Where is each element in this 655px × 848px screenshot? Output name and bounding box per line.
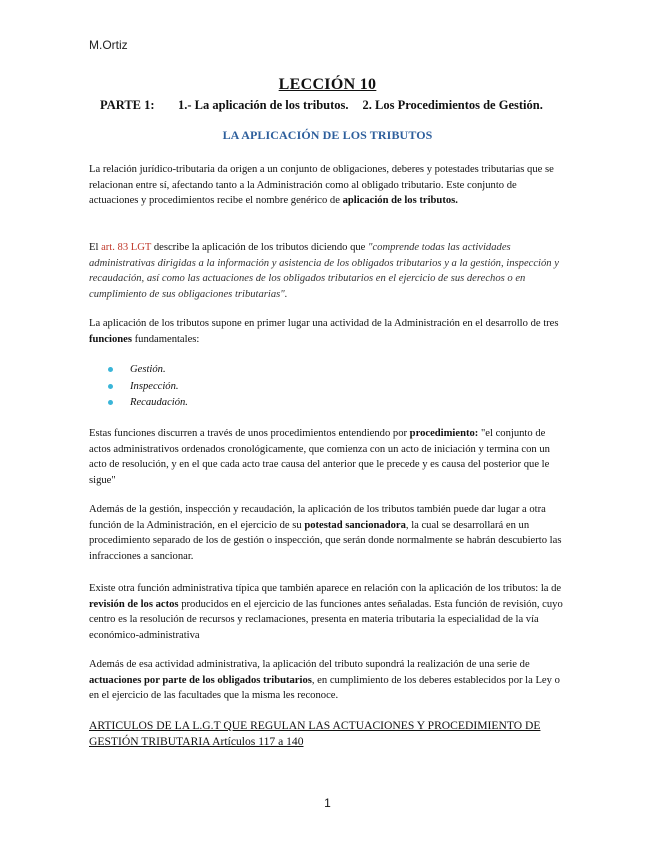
paragraph-5 bbox=[89, 502, 565, 564]
paragraph-3-suffix: fundamentales: bbox=[131, 333, 200, 345]
paragraph-7-bold: actuaciones por parte de los obligados tributarios bbox=[89, 674, 312, 686]
paragraph-2-quote: "comprende todas las actividades administrativas dirigidas a la información y asistencia de los obligados tributarios y a la gestión, inspección y recaudación, así como las actuaciones de los obligados tributarios en el ejercicio de sus derechos o en cumplimiento de sus obligaciones tributarias". bbox=[89, 242, 559, 300]
list-item bbox=[108, 362, 188, 379]
paragraph-6-text: Existe otra función administrativa típica que también aparece en relación con la aplicación de los tributos: la de bbox=[89, 583, 562, 594]
paragraph-4-suffix: "el conjunto de actos administrativos ordenados cronológicamente, que comienza con un acto de iniciación y termina con un acto de resolución, y en el que cada acto trae causa del anterior que le precede y es causa del posterior que le sigue" bbox=[89, 428, 550, 486]
paragraph-7-text: Además de esa actividad administrativa, la aplicación del tributo supondrá la realización de una serie de bbox=[89, 659, 530, 670]
part-item-1: 1.- La aplicación de los tributos. bbox=[178, 98, 349, 112]
part-item-2: 2. Los Procedimientos de Gestión. bbox=[362, 98, 543, 112]
list-item bbox=[108, 379, 188, 396]
paragraph-2-prefix: El bbox=[89, 242, 102, 253]
function-gestion: Gestión. bbox=[130, 364, 166, 375]
paragraph-6 bbox=[89, 581, 565, 643]
paragraph-7-suffix: , en cumplimiento de los deberes establecidos por la Ley o en el ejercicio de las facultades que la misma les reconoce. bbox=[89, 674, 560, 702]
paragraph-7 bbox=[89, 657, 565, 704]
paragraph-1-text: La relación jurídico-tributaria da origen a un conjunto de obligaciones, deberes y potestades tributarias que se relacionan entre sí, afectando tanto a la Administración como al obligado tributario. Este conjunto de actuaciones y procedimientos recibe el nombre genérico de bbox=[89, 164, 554, 207]
bullet-icon bbox=[108, 367, 113, 372]
bullet-icon bbox=[108, 400, 113, 405]
function-inspeccion: Inspección. bbox=[130, 380, 179, 392]
paragraph-5-text: Además de la gestión, inspección y recaudación, la aplicación de los tributos también puede dar lugar a otra función de la Administración, en el ejercicio de su bbox=[89, 504, 546, 531]
functions-list bbox=[108, 362, 188, 412]
header-author: M.Ortiz bbox=[89, 38, 128, 52]
lesson-title: LECCIÓN 10 bbox=[278, 76, 377, 93]
part-line bbox=[100, 98, 570, 113]
paragraph-4 bbox=[89, 426, 565, 488]
art-83-lgt-link[interactable]: art. 83 LGT bbox=[101, 242, 152, 253]
list-item bbox=[108, 395, 188, 412]
function-recaudacion: Recaudación. bbox=[130, 397, 188, 408]
paragraph-2-middle: describe la aplicación de los tributos diciendo que bbox=[151, 242, 369, 253]
paragraph-5-suffix: , la cual se desarrollará en un procedimiento separado de los de gestión o inspección, que serán donde normalmente se habrán descubierto las infracciones a sancionar. bbox=[89, 519, 562, 562]
articles-heading: ARTICULOS DE LA L.G.T QUE REGULAN LAS ACTUACIONES Y PROCEDIMIENTO DE GESTIÓN TRIBUTARIA Artículos 117 a 140 bbox=[89, 719, 541, 748]
paragraph-3 bbox=[89, 316, 565, 347]
page-number: 1 bbox=[324, 796, 331, 810]
section-heading: LA APLICACIÓN DE LOS TRIBUTOS bbox=[222, 128, 433, 142]
paragraph-1-bold: aplicación de los tributos. bbox=[342, 195, 458, 207]
paragraph-3-text: La aplicación de los tributos supone en primer lugar una actividad de la Administración en el desarrollo de tres bbox=[89, 318, 559, 329]
paragraph-6-suffix: producidos en el ejercicio de las funciones antes señaladas. Esta función de revisión, cuyo centro es la resolución de recursos y reclamaciones, presenta en materia tributaria la especialidad de la vía económico-administrativa bbox=[89, 598, 563, 641]
paragraph-4-bold: procedimiento: bbox=[409, 428, 479, 439]
part-label: PARTE 1: bbox=[100, 98, 155, 112]
paragraph-4-text: Estas funciones discurren a través de unos procedimientos entendiendo por bbox=[89, 428, 410, 439]
paragraph-3-bold: funciones bbox=[89, 333, 132, 345]
bullet-icon bbox=[108, 384, 113, 389]
paragraph-5-bold: potestad sancionadora bbox=[304, 519, 406, 531]
paragraph-2 bbox=[89, 240, 565, 302]
paragraph-1 bbox=[89, 162, 565, 209]
paragraph-6-bold: revisión de los actos bbox=[89, 598, 179, 610]
